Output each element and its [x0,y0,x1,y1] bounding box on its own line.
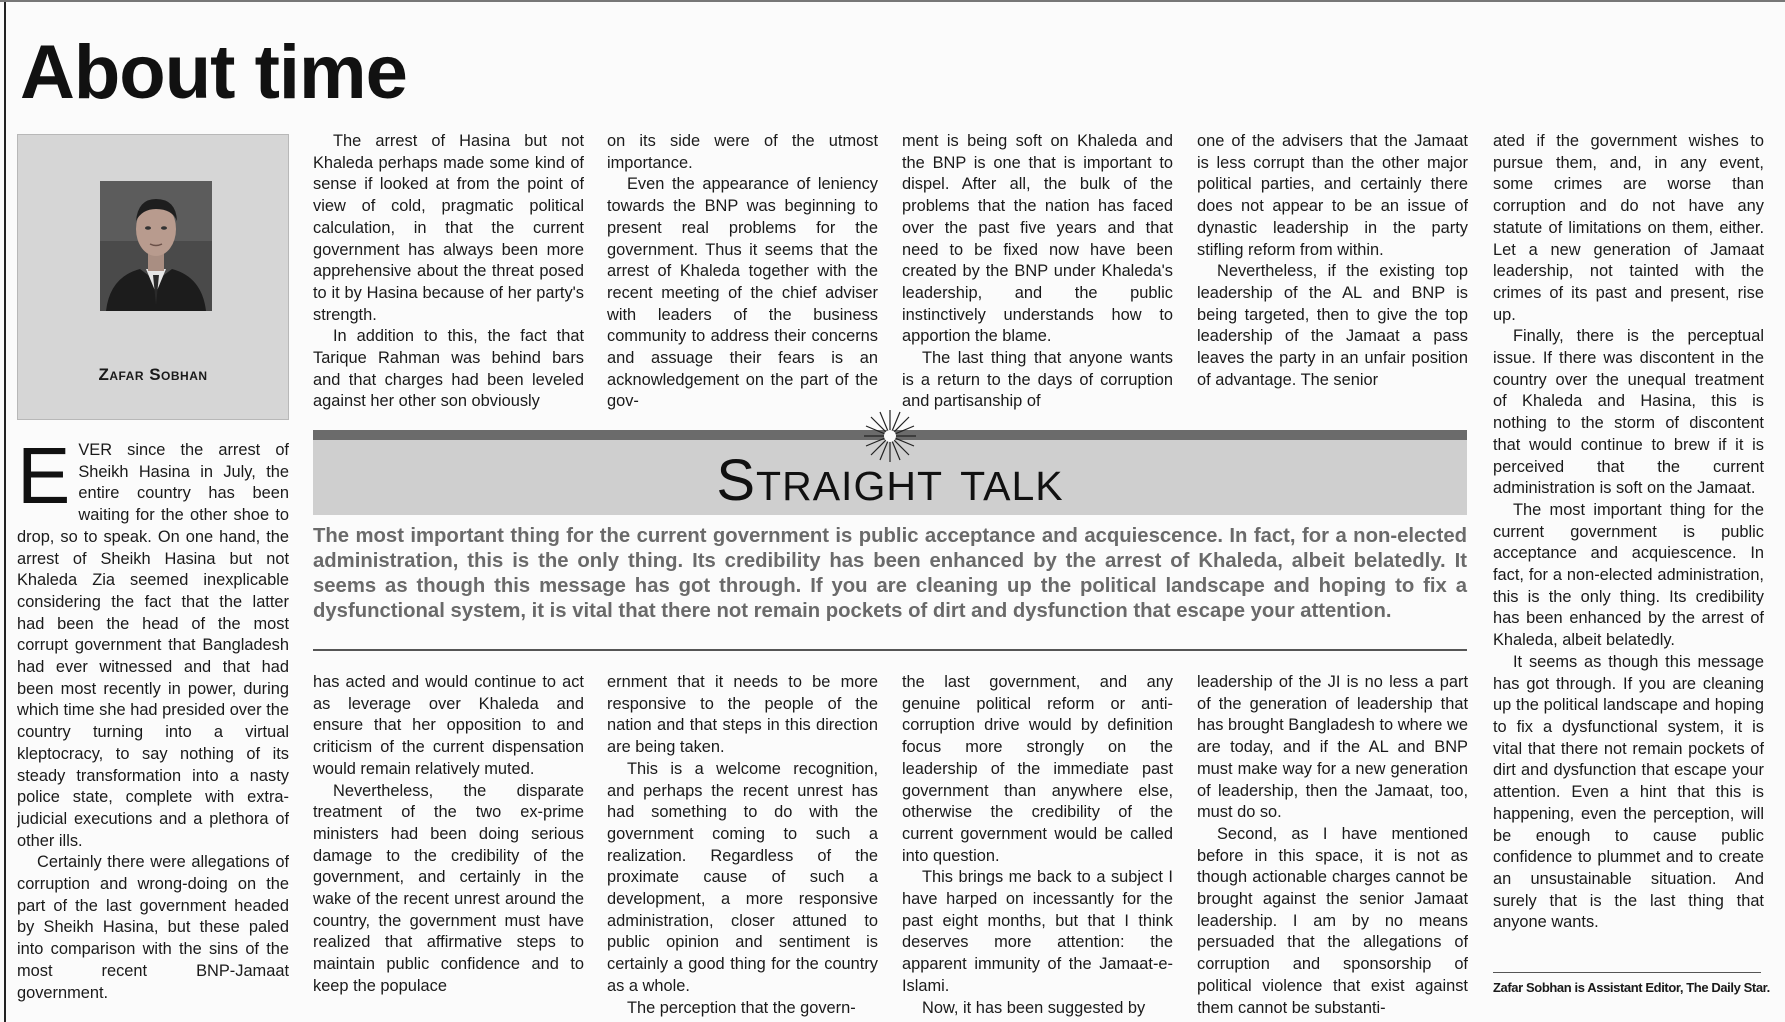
column-2-bottom-para-2: Nevertheless, the disparate treatment of the two ex-prime ministers had been doing serious damage to the credibility of the government, and certainly in the wake of the recent unrest around the country, the government must have realized that affirmative steps to maintain public confidence and to keep the populace [313,781,584,995]
column-2-top-para-1: The arrest of Hasina but not Khaleda perhaps made some kind of sense if looked at from the point of view of cold, pragmatic political calculation, in that the current government has always been more apprehensive about the threat posed to it by Hasina because of her party's strength. [313,132,584,324]
column-6-para-1: ated if the government wishes to pursue them, and, in any event, some crimes are worse than corruption and do not have any statute of limitations on them, either. Let a new generation of Jamaat leadership, not tainted with the crimes of its past and present, rise up. [1493,132,1764,324]
column-3-top-para-2: Even the appearance of leniency towards the BNP was beginning to present real problems for the government. Thus it seems that the arrest of Khaleda together with the recent meeting of the chief adviser with leaders of the business community to address their concerns and assuage their fears is an acknowledgement on the part of the gov- [607,175,878,411]
starburst-icon [862,408,918,464]
lead-text: VER since the arrest of Sheikh Hasina in July, the entire country has been waiting for the other shoe to drop, so to speak. On one hand, the arrest of Sheikh Hasina but not Khaleda Zia seemed inexplicable considering the fact that the latter had been the head of the most corrupt government that Bangladesh had ever witnessed and that had been most recently in power, during which time she had presided over the country turning into a virtual kleptocracy, to say nothing of its steady transformation into a nasty police state, complete with extra-judicial executions and a plethora of other ills. [17,441,289,850]
column-1 [17,440,289,1015]
pull-quote: The most important thing for the current government is public acceptance and acquiescence. In fact, for a non-elected administration, this is the only thing. Its credibility has been enhanced by the arrest of Khaleda, albeit belatedly. It seems as though this message has got through. If you are cleaning up the political landscape and hoping to fix a dysfunctional system, it is vital that there not remain pockets of dirt and dysfunction that escape your attention. [313,525,1467,622]
column-3-bottom-para-2: This is a welcome recognition, and perhaps the recent unrest has had something to do with the government coming to such a realization. Regardless of the proximate cause of such a development, a more responsive administration, closer attuned to public opinion and sentiment is certainly a good thing for the country as a whole. [607,759,878,995]
author-footnote: Zafar Sobhan is Assistant Editor, The Daily Star. [1493,980,1770,995]
pull-quote-rule [313,649,1467,651]
drop-cap: E [17,440,71,520]
column-5-bottom [1197,672,1468,1017]
column-1-para-1 [17,440,289,852]
column-2-top [313,131,584,413]
left-rule [4,2,6,1022]
column-4-bottom-para-1: the last government, and any genuine political reform or anti-corruption drive would by definition focus more strongly on the leadership of the immediate past government than anywhere else, otherwise the credibility of the current government would be called into question. [902,673,1173,865]
column-4-top-para-1: ment is being soft on Khaleda and the BNP is one that is important to dispel. After all, the bulk of the problems that the nation has faced over the past five years and that need to be fixed now have been created by the BNP under Khaleda's leadership, and the public instinctively understands how to apportion the blame. [902,132,1173,346]
column-1-para-2: Certainly there were allegations of corruption and wrong-doing on the part of the last government headed by Sheikh Hasina, but these paled into comparison with the sins of the most recent BNP-Jamaat government. [17,853,289,1002]
column-5-top [1197,131,1468,413]
headline: About time [20,30,407,115]
column-5-bottom-para-2: Second, as I have mentioned before in this space, it is not as though actionable charges cannot be brought against the senior Jamaat leadership. I am by no means persuaded that the allegations of corruption and sponsorship of political violence that exist against them cannot be substanti- [1197,824,1468,1017]
top-rule [0,0,1785,2]
column-6 [1493,131,1764,967]
column-6-para-3: The most important thing for the current government is public acceptance and acquiescence. In fact, for a non-elected administration, this is the only thing. Its credibility has been enhanced by the arrest of Khaleda, albeit belatedly. [1493,500,1764,650]
column-2-bottom [313,672,584,1017]
column-5-bottom-para-1: leadership of the JI is no less a part of the generation of leadership that has brought Bangladesh to where we are today, and if the AL and BNP must make way for a new generation of leadership, then the Jamaat, too, must do so. [1197,673,1468,822]
column-2-top-para-2: In addition to this, the fact that Tarique Rahman was behind bars and that charges had been leveled against her other son obviously [313,327,584,411]
portrait-icon [100,181,212,311]
author-box [17,134,289,420]
column-logo-title: Straight talk [716,448,1064,513]
column-3-bottom-para-1: ernment that it needs to be more responsive to the people of the nation and that steps in this direction are being taken. [607,673,878,757]
column-2-bottom-para-1: has acted and would continue to act as leverage over Khaleda and ensure that her opposition to and criticism of the current dispensation would remain relatively muted. [313,673,584,778]
column-3-top-para-1: on its side were of the utmost importance. [607,132,878,172]
column-4-bottom-para-3: Now, it has been suggested by [922,998,1146,1017]
column-6-para-4: It seems as though this message has got through. If you are cleaning up the political landscape and hoping to fix a dysfunctional system, it is vital that there not remain pockets of dirt and dysfunction that escape your attention. Even a hint that this is happening, even the perception, will be enough to cause public confidence to plummet and to create an unsustainable situation. And surely that is the last thing that anyone wants. [1493,652,1764,932]
column-4-top [902,131,1173,413]
author-portrait [100,181,212,311]
column-4-bottom [902,672,1173,1017]
column-4-bottom-para-2: This brings me back to a subject I have harped on incessantly for the past eight months, but that I think deserves more attention: the apparent immunity of the Jamaat-e-Islami. [902,868,1173,995]
column-3-bottom-para-3: The perception that the govern- [627,998,856,1017]
column-6-para-2: Finally, there is the perceptual issue. If there was discontent in the country over the unequal treatment of Khaleda and Hasina, this is nothing to the storm of discontent that would continue to brew if it is perceived that the current administration is soft on the Jamaat. [1493,327,1764,498]
column-4-top-para-2: The last thing that anyone wants is a return to the days of corruption and partisanship of [902,349,1173,411]
footnote-rule [1493,972,1761,973]
column-3-bottom [607,672,878,1017]
column-5-top-para-2: Nevertheless, if the existing top leadership of the AL and BNP is being targeted, then to give the top leadership of the Jamaat a pass leaves the party in an unfair position of advantage. The senior [1197,262,1468,389]
author-name: Zafar Sobhan [98,365,208,384]
column-5-top-para-1: one of the advisers that the Jamaat is less corrupt than the other major political parties, and certainly there does not appear to be an issue of dynastic leadership in the party stifling reform from within. [1197,132,1468,259]
column-3-top [607,131,878,413]
